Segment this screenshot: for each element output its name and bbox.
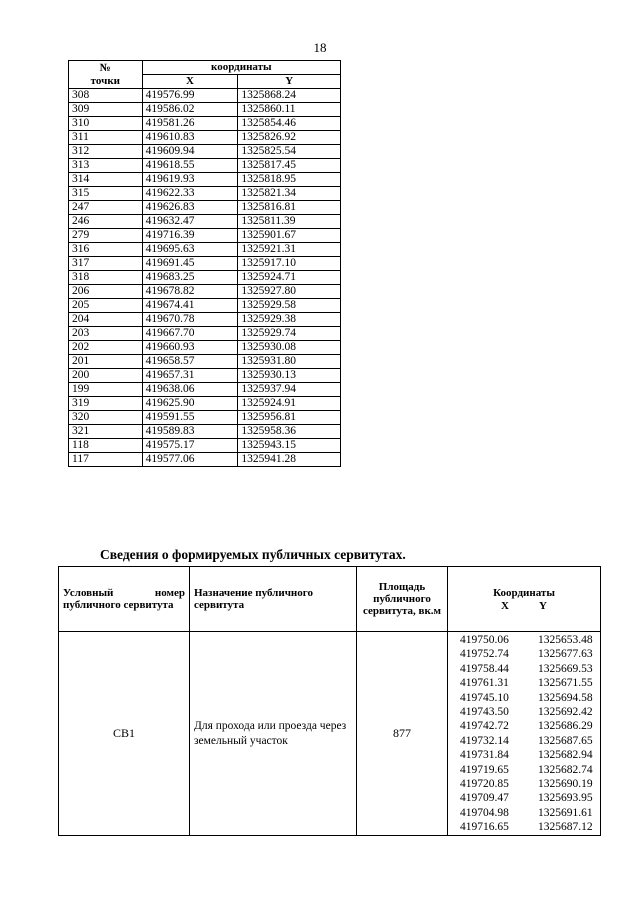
y-coordinate-cell: 1325826.92 (238, 131, 341, 145)
point-number-cell: 314 (69, 173, 143, 187)
table-row (69, 131, 341, 145)
servitude-table-body (59, 632, 601, 836)
x-coordinate-cell: 419625.90 (142, 397, 238, 411)
coordinate-pair (460, 705, 600, 719)
x-coordinate-cell: 419638.06 (142, 383, 238, 397)
coordinates-table (68, 60, 341, 467)
header-servitude-y: Y (539, 599, 547, 612)
x-coordinate-cell: 419657.31 (142, 369, 238, 383)
point-number-cell: 203 (69, 327, 143, 341)
y-coordinate-cell: 1325868.24 (238, 89, 341, 103)
y-coordinate-cell: 1325929.74 (238, 327, 341, 341)
point-number-cell: 205 (69, 299, 143, 313)
y-coordinate-cell: 1325927.80 (238, 285, 341, 299)
x-coordinate-cell: 419683.25 (142, 271, 238, 285)
table-row (69, 341, 341, 355)
point-number-cell: 200 (69, 369, 143, 383)
header-servitude-purpose: Назначение публичного сервитута (190, 567, 357, 632)
table-row (69, 117, 341, 131)
x-coordinate-cell: 419667.70 (142, 327, 238, 341)
x-coordinate: 419719.65 (460, 763, 509, 776)
y-coordinate: 1325694.58 (538, 691, 593, 704)
point-number-cell: 313 (69, 159, 143, 173)
coordinate-pair (460, 734, 600, 748)
coordinate-pair (460, 662, 600, 676)
y-coordinate-cell: 1325941.28 (238, 453, 341, 467)
x-coordinate-cell: 419589.83 (142, 425, 238, 439)
x-coordinate-cell: 419670.78 (142, 313, 238, 327)
header-coordinates: координаты (142, 61, 340, 75)
y-coordinate-cell: 1325821.34 (238, 187, 341, 201)
x-coordinate: 419716.65 (460, 821, 509, 834)
x-coordinate-cell: 419586.02 (142, 103, 238, 117)
table-row (69, 397, 341, 411)
point-number-cell: 246 (69, 215, 143, 229)
x-coordinate-cell: 419619.93 (142, 173, 238, 187)
coordinate-pair (460, 647, 600, 661)
x-coordinate-cell: 419660.93 (142, 341, 238, 355)
coordinate-pair (460, 820, 600, 834)
x-coordinate: 419720.85 (460, 777, 509, 790)
table-row (69, 229, 341, 243)
y-coordinate: 1325682.94 (538, 749, 593, 762)
x-coordinate-cell: 419581.26 (142, 117, 238, 131)
x-coordinate-cell: 419622.33 (142, 187, 238, 201)
y-coordinate: 1325686.29 (538, 720, 593, 733)
x-coordinate: 419752.74 (460, 648, 509, 661)
table-row (69, 327, 341, 341)
point-number-cell: 319 (69, 397, 143, 411)
y-coordinate-cell: 1325817.45 (238, 159, 341, 173)
x-coordinate-cell: 419691.45 (142, 257, 238, 271)
coordinate-pair (460, 763, 600, 777)
header-servitude-area: Площадь публичного сервитута, вк.м (357, 567, 448, 632)
x-coordinate: 419742.72 (460, 720, 509, 733)
x-coordinate-cell: 419618.55 (142, 159, 238, 173)
x-coordinate-cell: 419678.82 (142, 285, 238, 299)
header-servitude-coordinates-label: Координаты (493, 586, 555, 599)
table-row (69, 369, 341, 383)
x-coordinate: 419758.44 (460, 662, 509, 675)
y-coordinate: 1325693.95 (538, 792, 593, 805)
point-number-cell: 310 (69, 117, 143, 131)
coordinate-pair (460, 676, 600, 690)
y-coordinate: 1325691.61 (538, 806, 593, 819)
y-coordinate-cell: 1325930.13 (238, 369, 341, 383)
y-coordinate: 1325653.48 (538, 634, 593, 646)
x-coordinate-cell: 419610.83 (142, 131, 238, 145)
table-row (69, 439, 341, 453)
table-row (69, 383, 341, 397)
coordinate-pair (460, 691, 600, 705)
table-row (69, 201, 341, 215)
header-servitude-coordinates (448, 567, 601, 632)
table-row (69, 355, 341, 369)
y-coordinate-cell: 1325825.54 (238, 145, 341, 159)
table-row (69, 173, 341, 187)
point-number-cell: 117 (69, 453, 143, 467)
point-number-cell: 118 (69, 439, 143, 453)
point-number-cell: 308 (69, 89, 143, 103)
y-coordinate-cell: 1325929.58 (238, 299, 341, 313)
servitude-purpose-cell: Для прохода или проезда через земельный участок (190, 632, 357, 836)
y-coordinate: 1325669.53 (538, 662, 593, 675)
table-row (69, 145, 341, 159)
table-row (69, 103, 341, 117)
y-coordinate-cell: 1325901.67 (238, 229, 341, 243)
header-point-number (69, 61, 143, 89)
coordinate-pair (460, 791, 600, 805)
x-coordinate-cell: 419695.63 (142, 243, 238, 257)
y-coordinate-cell: 1325818.95 (238, 173, 341, 187)
section-title: Сведения о формируемых публичных сервитутах. (100, 547, 406, 562)
point-number-cell: 279 (69, 229, 143, 243)
x-coordinate: 419745.10 (460, 691, 509, 704)
y-coordinate: 1325677.63 (538, 648, 593, 661)
point-number-cell: 315 (69, 187, 143, 201)
servitude-row (59, 632, 601, 836)
coordinate-pair (460, 633, 600, 647)
x-coordinate-cell: 419575.17 (142, 439, 238, 453)
x-coordinate-cell: 419609.94 (142, 145, 238, 159)
header-y: Y (238, 75, 341, 89)
header-point-number-word: точки (90, 74, 121, 87)
y-coordinate-cell: 1325917.10 (238, 257, 341, 271)
header-x: X (142, 75, 238, 89)
y-coordinate-cell: 1325924.71 (238, 271, 341, 285)
y-coordinate-cell: 1325930.08 (238, 341, 341, 355)
y-coordinate-cell: 1325931.80 (238, 355, 341, 369)
x-coordinate: 419761.31 (460, 677, 509, 690)
y-coordinate: 1325690.19 (538, 777, 593, 790)
table-row (69, 257, 341, 271)
y-coordinate-cell: 1325860.11 (238, 103, 341, 117)
y-coordinate: 1325682.74 (538, 763, 593, 776)
x-coordinate: 419750.06 (460, 634, 509, 646)
point-number-cell: 199 (69, 383, 143, 397)
y-coordinate: 1325687.12 (538, 821, 593, 834)
header-point-number-symbol: № (99, 61, 111, 74)
x-coordinate: 419704.98 (460, 806, 509, 819)
y-coordinate-cell: 1325854.46 (238, 117, 341, 131)
table-row (69, 271, 341, 285)
table-row (69, 187, 341, 201)
servitude-coordinates-cell (448, 632, 601, 836)
y-coordinate-cell: 1325956.81 (238, 411, 341, 425)
x-coordinate: 419731.84 (460, 749, 509, 762)
point-number-cell: 316 (69, 243, 143, 257)
point-number-cell: 247 (69, 201, 143, 215)
point-number-cell: 206 (69, 285, 143, 299)
page-number: 18 (313, 40, 327, 55)
header-servitude-x: X (501, 599, 509, 612)
x-coordinate-cell: 419716.39 (142, 229, 238, 243)
y-coordinate-cell: 1325924.91 (238, 397, 341, 411)
coordinate-pair (460, 719, 600, 733)
point-number-cell: 317 (69, 257, 143, 271)
point-number-cell: 318 (69, 271, 143, 285)
coordinate-pair (460, 806, 600, 820)
servitude-area-cell: 877 (357, 632, 448, 836)
y-coordinate-cell: 1325958.36 (238, 425, 341, 439)
x-coordinate-cell: 419658.57 (142, 355, 238, 369)
table-row (69, 411, 341, 425)
y-coordinate-cell: 1325943.15 (238, 439, 341, 453)
table-row (69, 453, 341, 467)
point-number-cell: 321 (69, 425, 143, 439)
coordinate-pair (460, 748, 600, 762)
table-row (69, 285, 341, 299)
table-row (69, 425, 341, 439)
y-coordinate-cell: 1325921.31 (238, 243, 341, 257)
point-number-cell: 202 (69, 341, 143, 355)
x-coordinate: 419709.47 (460, 792, 509, 805)
point-number-cell: 204 (69, 313, 143, 327)
table-row (69, 89, 341, 103)
table-row (69, 299, 341, 313)
point-number-cell: 201 (69, 355, 143, 369)
table-row (69, 243, 341, 257)
table-row (69, 313, 341, 327)
header-servitude-code-rest: публичного сервитута (63, 599, 174, 611)
y-coordinate: 1325687.65 (538, 734, 593, 747)
table-row (69, 159, 341, 173)
header-servitude-code-word2: номер (154, 587, 185, 599)
x-coordinate: 419732.14 (460, 734, 509, 747)
header-servitude-code-word1: Условный (63, 587, 114, 599)
x-coordinate-cell: 419576.99 (142, 89, 238, 103)
y-coordinate-cell: 1325929.38 (238, 313, 341, 327)
y-coordinate: 1325692.42 (538, 705, 593, 718)
x-coordinate-cell: 419591.55 (142, 411, 238, 425)
point-number-cell: 309 (69, 103, 143, 117)
servitude-code-cell: СВ1 (59, 632, 190, 836)
point-number-cell: 312 (69, 145, 143, 159)
header-servitude-code (59, 567, 190, 632)
x-coordinate-cell: 419632.47 (142, 215, 238, 229)
y-coordinate-cell: 1325811.39 (238, 215, 341, 229)
point-number-cell: 320 (69, 411, 143, 425)
y-coordinate-cell: 1325937.94 (238, 383, 341, 397)
y-coordinate-cell: 1325816.81 (238, 201, 341, 215)
x-coordinate-cell: 419577.06 (142, 453, 238, 467)
x-coordinate: 419743.50 (460, 705, 509, 718)
table-row (69, 215, 341, 229)
point-number-cell: 311 (69, 131, 143, 145)
servitude-table (58, 566, 601, 836)
y-coordinate: 1325671.55 (538, 677, 593, 690)
x-coordinate-cell: 419626.83 (142, 201, 238, 215)
coordinates-table-body (69, 89, 341, 467)
x-coordinate-cell: 419674.41 (142, 299, 238, 313)
coordinate-pair (460, 777, 600, 791)
